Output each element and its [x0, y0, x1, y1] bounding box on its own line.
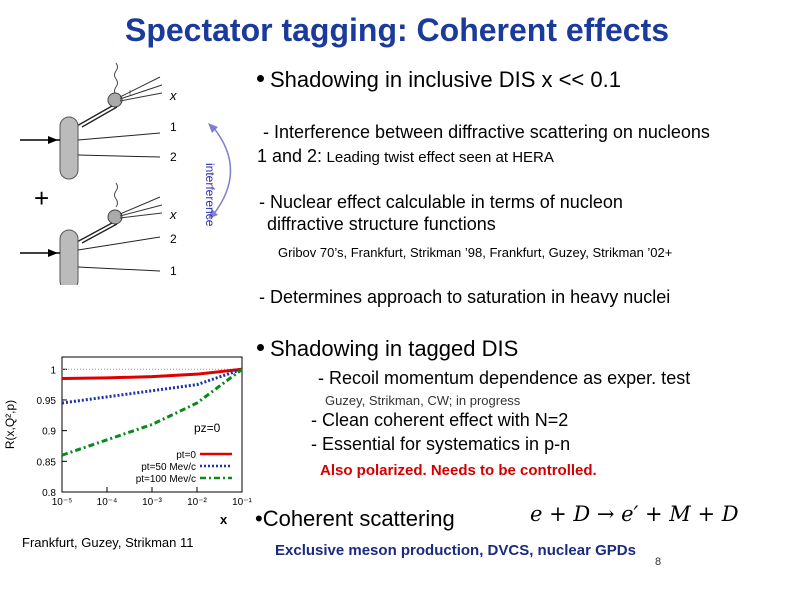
legend-label: pt=100 Mev/c	[135, 474, 196, 485]
bullet-2-ref: Guzey, Strikman, CW; in progress	[325, 393, 521, 408]
series-line	[62, 369, 242, 455]
page-number: 8	[655, 556, 662, 568]
interference-label: interference	[203, 163, 217, 227]
slide-title: Spectator tagging: Coherent effects	[124, 12, 670, 48]
bullet-2-sub1: - Recoil momentum dependence as exper. test	[318, 368, 691, 388]
legend-label: pt=0	[176, 450, 196, 461]
diagram-label-1b: 1	[170, 264, 177, 278]
chart-credit: Frankfurt, Guzey, Strikman 11	[22, 535, 194, 550]
y-tick-label: 0.8	[42, 488, 56, 499]
bullet-1-sub3: - Determines approach to saturation in heavy nuclei	[259, 287, 671, 307]
bullet-1-text: Shadowing in inclusive DIS x << 0.1	[270, 67, 621, 92]
bullet-2-sub3: - Essential for systematics in p-n	[311, 434, 571, 454]
x-tick-label: 10⁻¹	[232, 497, 252, 508]
bullet-2-sub2: - Clean coherent effect with N=2	[311, 410, 569, 430]
feynman-diagram	[20, 55, 260, 285]
diagram-label-2: 2	[170, 150, 177, 164]
bullet-dot-icon	[257, 75, 264, 82]
series-line	[62, 369, 242, 403]
chart-annotation: pz=0	[194, 421, 221, 435]
diagram-label-x: x	[170, 88, 177, 103]
bullet-1-sub1a: - Interference between diffractive scattering on nucleons	[263, 122, 710, 142]
bullet-1-sub1b: 1 and 2:	[257, 146, 323, 166]
series-line	[62, 369, 242, 378]
x-axis-label: x	[220, 512, 228, 527]
y-tick-label: 0.85	[36, 457, 56, 469]
x-tick-label: 10⁻³	[142, 497, 162, 508]
diagram-label-1: 1	[170, 120, 177, 134]
y-tick-label: 0.9	[42, 426, 56, 438]
bullet-3-sub: Exclusive meson production, DVCS, nuclear GPDs	[275, 542, 636, 559]
legend-label: pt=50 Mev/c	[141, 462, 196, 473]
x-tick-label: 10⁻⁵	[51, 497, 73, 508]
bullet-2-text: Shadowing in tagged DIS	[270, 336, 519, 361]
bullet-3: •Coherent scattering	[255, 506, 455, 531]
bullet-1-sub1-line2	[257, 146, 554, 167]
bullet-1-sub1c: Leading twist effect seen at HERA	[326, 149, 554, 166]
bullet-1-sub2a: - Nuclear effect calculable in terms of nucleon	[259, 192, 623, 212]
diagram-label-2b: 2	[170, 232, 177, 246]
bullet-1-refs: Gribov 70’s, Frankfurt, Strikman ’98, Frankfurt, Guzey, Strikman ’02+	[278, 245, 673, 260]
y-tick-label: 0.95	[36, 395, 56, 407]
diagram-label-x-2: x	[170, 207, 177, 222]
bullet-1	[257, 67, 621, 93]
x-tick-label: 10⁻⁴	[96, 497, 118, 508]
x-tick-label: 10⁻²	[187, 497, 207, 508]
plus-sign: +	[34, 183, 50, 213]
y-tick-label: 1	[50, 365, 56, 377]
reaction-equation: e + D → e′ + M + D	[530, 502, 739, 526]
bullet-2-sub4: Also polarized. Needs to be controlled.	[320, 462, 597, 479]
shadowing-chart	[0, 345, 255, 530]
y-axis-label: R(x,Q²,p)	[3, 399, 17, 450]
bullet-dot-icon-2	[257, 344, 264, 351]
bullet-1-sub2b: diffractive structure functions	[267, 214, 496, 234]
bullet-2	[257, 336, 518, 362]
